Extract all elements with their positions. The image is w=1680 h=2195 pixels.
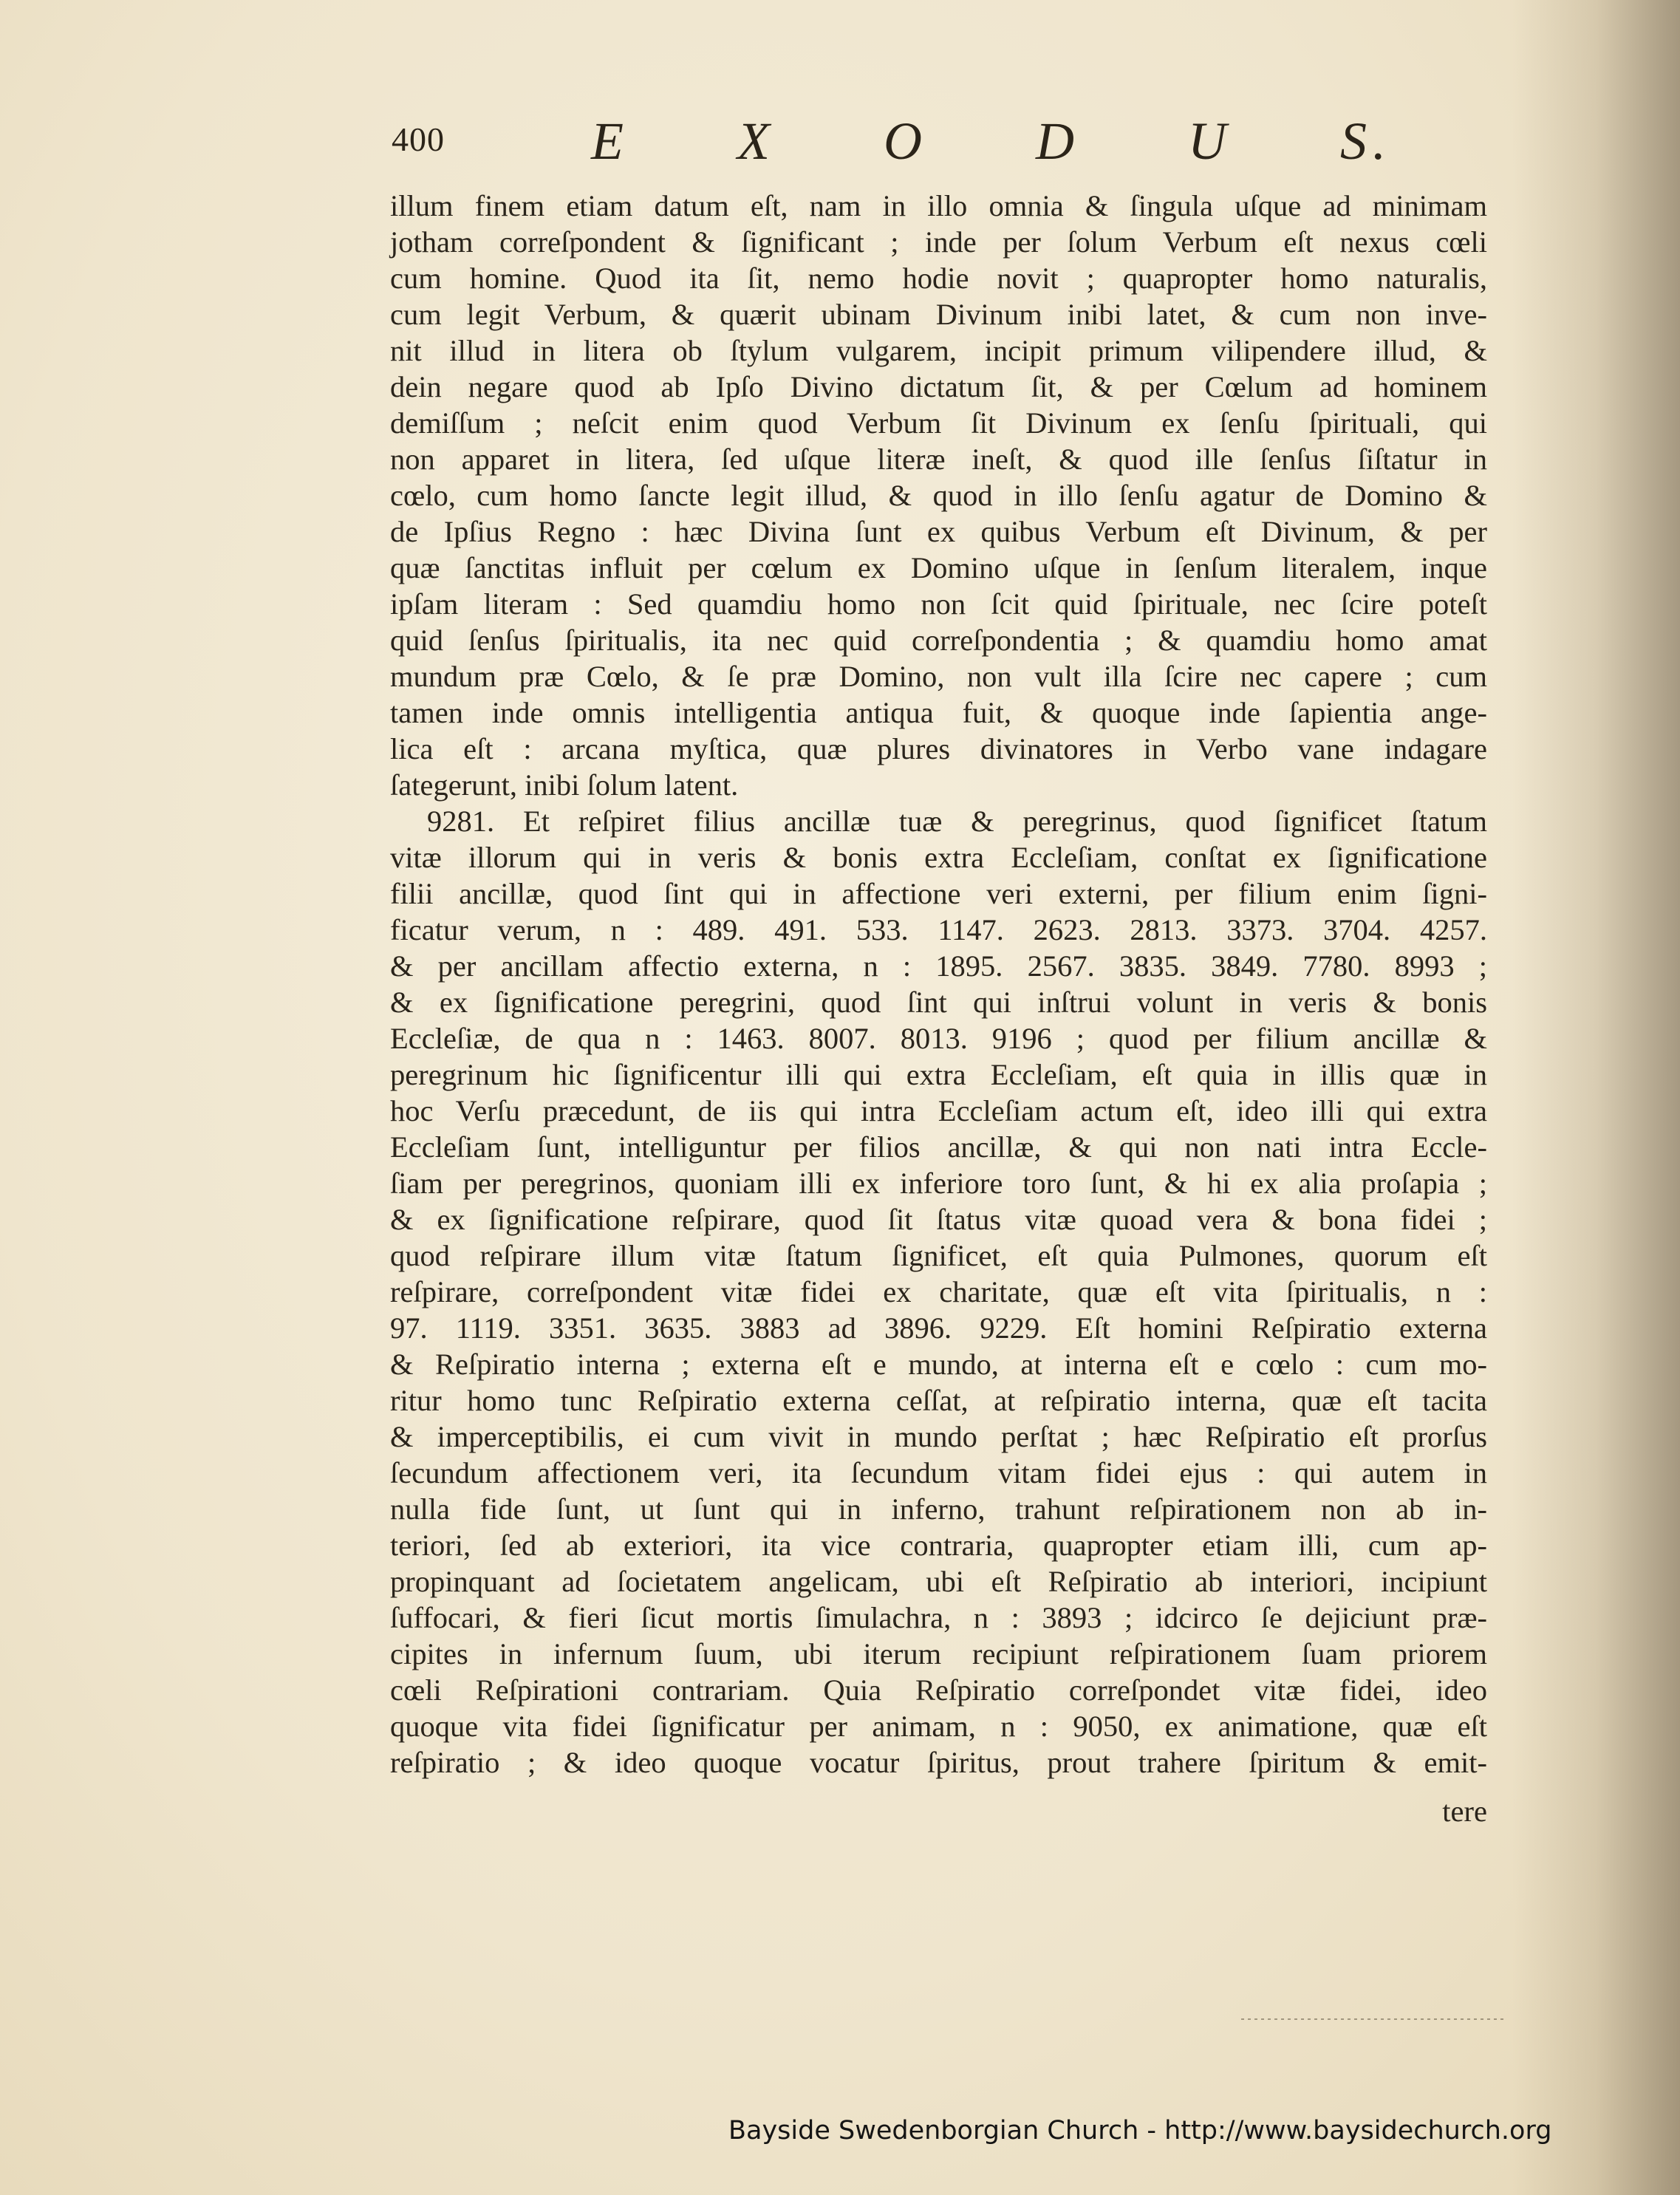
text-line: & per ancillam affectio externa, n : 1895. 2567. 3835. 3849. 7780. 8993 ; — [390, 949, 1487, 983]
text-line: demiſſum ; neſcit enim quod Verbum ſit Divinum ex ſenſu ſpirituali, qui — [390, 406, 1487, 440]
text-line: & ex ſignificatione reſpirare, quod ſit ſtatus vitæ quoad vera & bona fidei ; — [390, 1203, 1487, 1236]
text-line: illum finem etiam datum eſt, nam in illo omnia & ſingula uſque ad minimam — [390, 189, 1487, 222]
text-line: filii ancillæ, quod ſint qui in affectione veri externi, per filium enim ſigni- — [390, 877, 1487, 910]
text-line: de Ipſius Regno : hæc Divina ſunt ex quibus Verbum eſt Divinum, & per — [390, 515, 1487, 548]
text-line: cum homine. Quod ita ſit, nemo hodie novit ; quapropter homo naturalis, — [390, 262, 1487, 295]
text-line: Eccleſiam ſunt, intelliguntur per filios ancillæ, & qui non nati intra Eccle- — [390, 1130, 1487, 1164]
text-line: non apparet in litera, ſed uſque literæ ineſt, & quod ille ſenſus ſiſtatur in — [390, 443, 1487, 476]
page-number: 400 — [392, 120, 445, 158]
text-line: cœlo, cum homo ſancte legit illud, & quod in illo ſenſu agatur de Domino & — [390, 479, 1487, 512]
text-line: hoc Verſu præcedunt, de iis qui intra Eccleſiam actum eſt, ideo illi qui extra — [390, 1094, 1487, 1127]
running-head — [392, 111, 1500, 170]
text-line: Eccleſiæ, de qua n : 1463. 8007. 8013. 9196 ; quod per filium ancillæ & — [390, 1022, 1487, 1055]
text-line: tamen inde omnis intelligentia antiqua fuit, & quoque inde ſapientia ange- — [390, 696, 1487, 729]
text-line: cum legit Verbum, & quærit ubinam Divinum inibi latet, & cum non inve- — [390, 298, 1487, 331]
text-line: quæ ſanctitas influit per cœlum ex Domino uſque in ſenſum literalem, inque — [390, 551, 1487, 584]
text-line: quod reſpirare illum vitæ ſtatum ſignificet, eſt quia Pulmones, quorum eſt — [390, 1239, 1487, 1272]
text-line: ſiam per peregrinos, quoniam illi ex inferiore toro ſunt, & hi ex alia proſapia ; — [390, 1167, 1487, 1200]
text-line: cipites in infernum ſuum, ubi iterum recipiunt reſpirationem ſuam priorem — [390, 1637, 1487, 1670]
text-line: reſpirare, correſpondent vitæ fidei ex charitate, quæ eſt vita ſpiritualis, n : — [390, 1275, 1487, 1308]
body-text — [390, 188, 1487, 1781]
text-line: & ex ſignificatione peregrini, quod ſint qui inſtrui volunt in veris & bonis — [390, 986, 1487, 1019]
text-line: cœli Reſpirationi contrariam. Quia Reſpiratio correſpondet vitæ fidei, ideo — [390, 1673, 1487, 1707]
text-line: ficatur verum, n : 489. 491. 533. 1147. 2623. 2813. 3373. 3704. 4257. — [390, 913, 1487, 946]
text-line: teriori, ſed ab exteriori, ita vice contraria, quapropter etiam illi, cum ap- — [390, 1529, 1487, 1562]
text-line: 97. 1119. 3351. 3635. 3883 ad 3896. 9229. Eſt homini Reſpiratio externa — [390, 1311, 1487, 1345]
section-start-line: 9281. Et reſpiret filius ancillæ tuæ & peregrinus, quod ſignificet ſtatum — [427, 805, 1487, 838]
text-line: ſategerunt, inibi ſolum latent. — [390, 768, 739, 802]
text-line: reſpiratio ; & ideo quoque vocatur ſpiritus, prout trahere ſpiritum & emit- — [390, 1746, 1487, 1779]
text-line: nit illud in litera ob ſtylum vulgarem, incipit primum vilipendere illud, & — [390, 334, 1487, 367]
text-line: ipſam literam : Sed quamdiu homo non ſcit quid ſpirituale, nec ſcire poteſt — [390, 587, 1487, 621]
text-line: dein negare quod ab Ipſo Divino dictatum ſit, & per Cœlum ad hominem — [390, 370, 1487, 403]
catchword: tere — [1442, 1795, 1487, 1828]
text-line: & Reſpiratio interna ; externa eſt e mundo, at interna eſt e cœlo : cum mo- — [390, 1348, 1487, 1381]
text-line: ſecundum affectionem veri, ita ſecundum vitam fidei ejus : qui autem in — [390, 1456, 1487, 1489]
text-line: propinquant ad ſocietatem angelicam, ubi eſt Reſpiratio ab interiori, incipiunt — [390, 1565, 1487, 1598]
text-line: lica eſt : arcana myſtica, quæ plures divinatores in Verbo vane indagare — [390, 732, 1487, 765]
page-smudge-divider — [1241, 2018, 1507, 2020]
text-line: ſuffocari, & fieri ſicut mortis ſimulachra, n : 3893 ; idcirco ſe dejiciunt præ- — [390, 1601, 1487, 1634]
text-line: mundum præ Cœlo, & ſe præ Domino, non vult illa ſcire nec capere ; cum — [390, 660, 1487, 693]
footer-credit: Bayside Swedenborgian Church - http://www.baysidechurch.org — [728, 2116, 1552, 2145]
text-line: ritur homo tunc Reſpiratio externa ceſſat, at reſpiratio interna, quæ eſt tacita — [390, 1384, 1487, 1417]
running-title: E X O D U S. — [591, 112, 1392, 171]
text-line: peregrinum hic ſignificentur illi qui extra Eccleſiam, eſt quia in illis quæ in — [390, 1058, 1487, 1091]
text-line: & imperceptibilis, ei cum vivit in mundo perſtat ; hæc Reſpiratio eſt prorſus — [390, 1420, 1487, 1453]
text-line: quid ſenſus ſpiritualis, ita nec quid correſpondentia ; & quamdiu homo amat — [390, 624, 1487, 657]
text-line: quoque vita fidei ſignificatur per animam, n : 9050, ex animatione, quæ eſt — [390, 1710, 1487, 1743]
text-line: jotham correſpondent & ſignificant ; inde per ſolum Verbum eſt nexus cœli — [390, 225, 1487, 259]
text-line: nulla fide ſunt, ut ſunt qui in inferno, trahunt reſpirationem non ab in- — [390, 1492, 1487, 1526]
text-line: vitæ illorum qui in veris & bonis extra Eccleſiam, conſtat ex ſignificatione — [390, 841, 1487, 874]
